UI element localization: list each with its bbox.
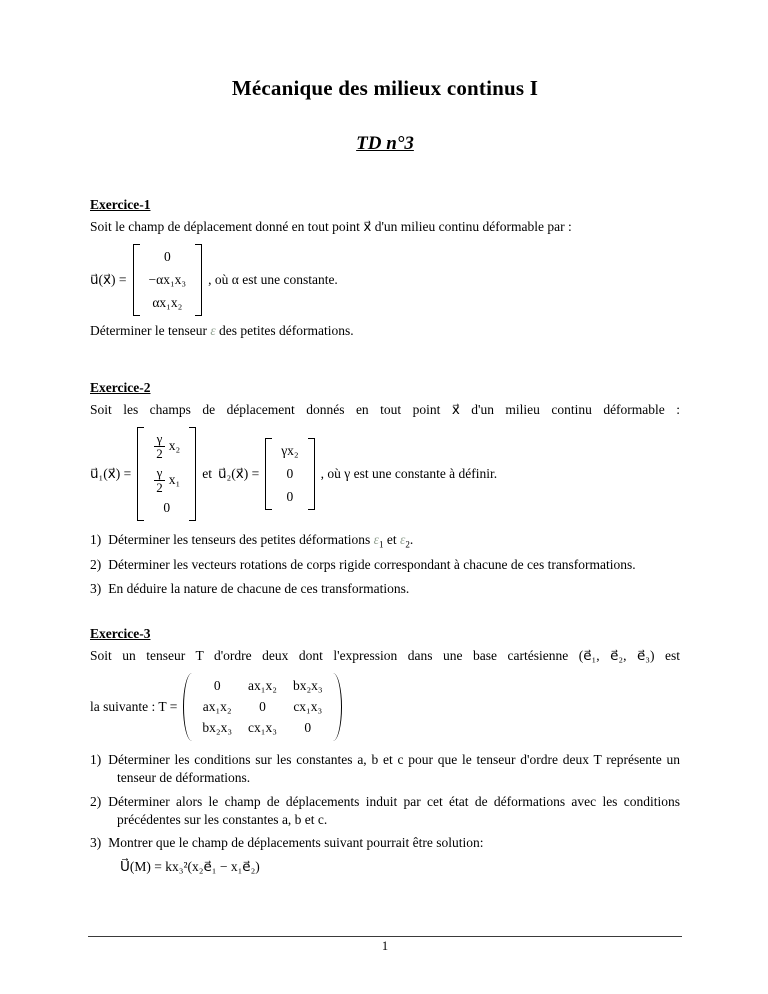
exercise-2-heading-text: Exercice-2	[90, 379, 151, 395]
et-connector: et	[202, 466, 212, 482]
page-number: 1	[381, 939, 389, 953]
item-text: En déduire la nature de chacune de ces transformations.	[108, 580, 410, 596]
matrix-entry: −αx₁x₃	[148, 271, 187, 287]
matrix-entry	[153, 432, 180, 460]
solution-formula: U⃗(M) = kx₃²(x₂e⃗₁ − x₁e⃗₂)	[120, 858, 260, 874]
basis-vectors: (e⃗₁, e⃗₂, e⃗₃)	[578, 648, 655, 664]
epsilon-1-subscript: 1	[379, 540, 384, 551]
exercise-2-item-2	[90, 556, 680, 574]
exercise-2-item-1	[90, 531, 680, 551]
matrix-entry: bx₂x₃	[292, 678, 323, 694]
fraction	[153, 466, 166, 494]
matrix-entry: 0	[259, 699, 266, 715]
exercise-1-question	[90, 322, 680, 340]
exercise-3-heading	[90, 626, 680, 642]
equation-note: , où α est une constante.	[208, 271, 338, 287]
exercise-1-intro	[90, 218, 680, 236]
u2-lhs: u⃗₂(x⃗) =	[217, 466, 260, 482]
t-matrix	[183, 673, 341, 741]
matrix-entry: bx₂x₃	[202, 720, 233, 736]
doc-title: Mécanique des milieux continus I	[231, 76, 539, 100]
intro-text: Soit les champs de déplacement donnés en tout point	[90, 401, 452, 417]
matrix-entry: ax₁x₂	[248, 678, 277, 694]
intro-text: d'un milieu continu déformable par :	[371, 219, 572, 234]
exercise-3-intro	[90, 647, 680, 665]
exercise-3	[90, 626, 680, 875]
item-text: Déterminer les tenseurs des petites déformations	[108, 532, 374, 548]
matrix-entry: 0	[213, 678, 221, 694]
exercise-1-equation	[90, 244, 680, 316]
exercise-3-item-3	[90, 834, 680, 852]
question-text: des petites déformations.	[215, 322, 354, 338]
exercise-2-heading	[90, 380, 680, 396]
left-bracket	[265, 438, 272, 510]
u2-column-matrix	[265, 438, 314, 510]
exercise-2-equation	[90, 427, 680, 522]
intro-text: Soit un tenseur T d'ordre deux dont l'expression dans une base cartésienne	[90, 648, 579, 664]
matrix-column	[140, 244, 196, 316]
exercise-2-items	[90, 531, 680, 598]
matrix-entry	[153, 466, 180, 494]
item-number: 2)	[90, 557, 102, 573]
intro-text: Soit le champ de déplacement donné en tout point	[90, 219, 364, 234]
item-number: 3)	[90, 580, 102, 596]
displacement-lhs: u⃗(x⃗) =	[90, 271, 127, 287]
item-number: 1)	[90, 752, 102, 768]
exercise-1	[90, 197, 680, 340]
right-bracket	[308, 438, 315, 510]
variable: x₁	[168, 472, 181, 488]
matrix-entry: γx₂	[281, 443, 299, 459]
item-text: Déterminer alors le champ de déplacements induit par cet état de déformations avec les conditions précédentes sur les constantes a, b et c.	[108, 793, 680, 828]
left-bracket	[133, 244, 140, 316]
vector-x-symbol: x⃗	[451, 401, 460, 417]
item-text: .	[409, 532, 414, 548]
item-number: 3)	[90, 835, 102, 851]
left-bracket	[137, 427, 144, 522]
exercise-1-heading	[90, 197, 680, 213]
matrix-entry: αx₁x₂	[152, 294, 183, 310]
equation-note: , où γ est une constante à définir.	[320, 466, 498, 482]
page-footer	[88, 936, 682, 954]
exercise-3-equation	[90, 673, 680, 741]
item-number: 2)	[90, 793, 102, 809]
matrix-grid	[192, 673, 332, 741]
question-text: Déterminer le tenseur	[90, 322, 211, 338]
exercise-3-heading-text: Exercice-3	[90, 626, 151, 642]
u1-lhs: u⃗₁(x⃗) =	[90, 466, 132, 482]
matrix-entry: 0	[286, 489, 294, 505]
matrix-entry: cx₁x₃	[248, 720, 277, 736]
variable: x₂	[168, 438, 181, 453]
fraction	[153, 432, 166, 460]
exercise-3-items	[90, 751, 680, 853]
intro-text: est	[654, 648, 680, 664]
document-content	[90, 76, 680, 875]
fraction-denominator: 2	[156, 445, 163, 461]
epsilon-1-symbol: ε	[373, 532, 379, 548]
left-paren	[183, 673, 192, 741]
doc-subtitle-text: TD n°3	[356, 133, 414, 154]
matrix-entry: 0	[163, 248, 171, 264]
epsilon-2-subscript: 2	[405, 540, 410, 551]
fraction-numerator: γ	[154, 432, 166, 447]
epsilon-2-symbol: ε	[400, 532, 406, 548]
exercise-2	[90, 380, 680, 598]
item-text: Déterminer les vecteurs rotations de corps rigide correspondant à chacune de ces transformations.	[108, 557, 636, 573]
matrix-entry: 0	[163, 500, 171, 516]
u1-column-matrix	[137, 427, 196, 522]
exercise-2-intro	[90, 401, 680, 419]
exercise-2-item-3	[90, 580, 680, 598]
right-bracket	[195, 244, 202, 316]
matrix-entry: 0	[286, 466, 294, 482]
matrix-entry: cx₁x₃	[293, 699, 323, 715]
matrix-entry: ax₁x₂	[202, 699, 232, 715]
matrix-column	[144, 427, 189, 522]
t-matrix-lhs: la suivante : T =	[90, 699, 178, 715]
displacement-column-matrix	[133, 244, 203, 316]
item-text: Déterminer les conditions sur les constantes a, b et c pour que le tenseur d'ordre deux T représente un tenseur de déformations.	[108, 752, 680, 786]
exercise-1-heading-text: Exercice-1	[90, 197, 151, 212]
exercise-3-item-2	[90, 793, 680, 830]
item-text: et	[383, 532, 400, 548]
epsilon-tensor-symbol: ε	[210, 322, 216, 338]
matrix-entry: 0	[304, 720, 312, 736]
item-number: 1)	[90, 532, 102, 548]
matrix-column	[272, 438, 307, 510]
intro-text: d'un milieu continu déformable :	[459, 401, 680, 417]
fraction-denominator: 2	[156, 479, 163, 495]
fraction-numerator: γ	[154, 466, 166, 481]
exercise-3-item-1	[90, 751, 680, 788]
doc-subtitle	[90, 133, 680, 155]
right-paren	[333, 673, 342, 741]
right-bracket	[189, 427, 196, 522]
item-text: Montrer que le champ de déplacements suivant pourrait être solution:	[108, 835, 484, 851]
vector-x-symbol: x⃗	[363, 219, 372, 234]
